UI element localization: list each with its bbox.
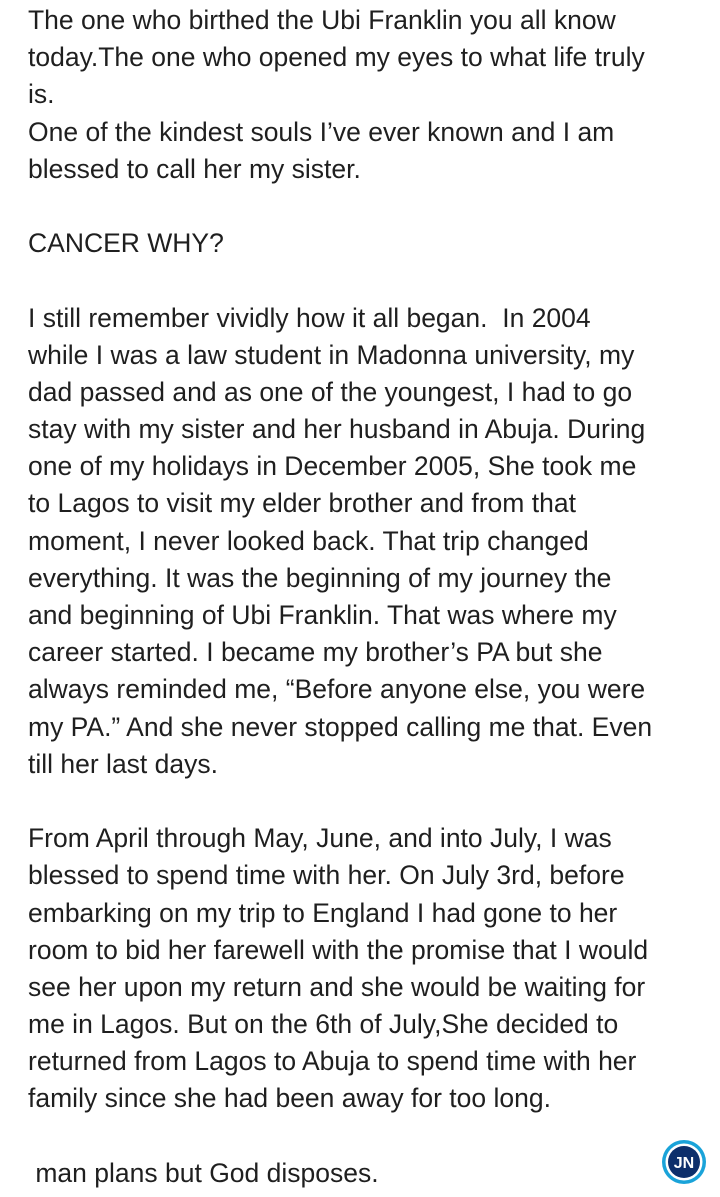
paragraph xyxy=(28,225,704,262)
text-line: to Lagos to visit my elder brother and from that xyxy=(28,488,576,519)
text-line: embarking on my trip to England I had gone to her xyxy=(28,897,618,928)
text-line: stay with my sister and her husband in Abuja. During xyxy=(28,414,646,445)
text-line: while I was a law student in Madonna university, my xyxy=(28,339,635,370)
logo-text: JN xyxy=(673,1155,695,1172)
paragraph-spacer xyxy=(28,783,704,820)
paragraph-spacer xyxy=(28,188,704,225)
text-line: returned from Lagos to Abuja to spend time with her xyxy=(28,1046,637,1077)
text-line: room to bid her farewell with the promise that I would xyxy=(28,934,649,965)
text-line: career started. I became my brother’s PA but she xyxy=(28,637,603,668)
paragraph xyxy=(28,820,704,1118)
text-line: blessed to spend time with her. On July 3rd, before xyxy=(28,860,625,891)
jn-logo-graphic xyxy=(660,1138,708,1186)
text-line: till her last days. xyxy=(28,748,218,779)
text-line: see her upon my return and she would be waiting for xyxy=(28,971,646,1002)
text-line: CANCER WHY? xyxy=(28,228,224,259)
text-line: my PA.” And she never stopped calling me that. Even xyxy=(28,711,653,742)
text-line: dad passed and as one of the youngest, I had to go xyxy=(28,376,633,407)
text-line: always reminded me, “Before anyone else, you were xyxy=(28,674,646,705)
paragraph xyxy=(28,300,704,783)
text-line: From April through May, June, and into July, I was xyxy=(28,823,612,854)
text-line: is. xyxy=(28,79,55,110)
paragraph xyxy=(28,2,704,188)
text-line: one of my holidays in December 2005, She took me xyxy=(28,451,637,482)
paragraph xyxy=(28,1155,704,1192)
paragraph-spacer xyxy=(28,1118,704,1155)
text-line: me in Lagos. But on the 6th of July,She decided to xyxy=(28,1009,619,1040)
text-line: I still remember vividly how it all began. In 2004 xyxy=(28,302,591,333)
text-line: man plans but God disposes. xyxy=(28,1157,379,1188)
text-line: One of the kindest souls I’ve ever known and I am xyxy=(28,116,615,147)
jn-logo-icon xyxy=(660,1138,708,1186)
paragraph-spacer xyxy=(28,262,704,299)
text-line: The one who birthed the Ubi Franklin you all know xyxy=(28,5,616,35)
text-line: and beginning of Ubi Franklin. That was where my xyxy=(28,600,617,630)
document-body xyxy=(28,2,704,1192)
text-line: blessed to call her my sister. xyxy=(28,153,361,184)
text-line: family since she had been away for too long. xyxy=(28,1083,551,1114)
text-line: today.The one who opened my eyes to what life truly xyxy=(28,42,645,73)
text-line: everything. It was the beginning of my journey the xyxy=(28,562,612,593)
text-line: moment, I never looked back. That trip changed xyxy=(28,525,589,556)
